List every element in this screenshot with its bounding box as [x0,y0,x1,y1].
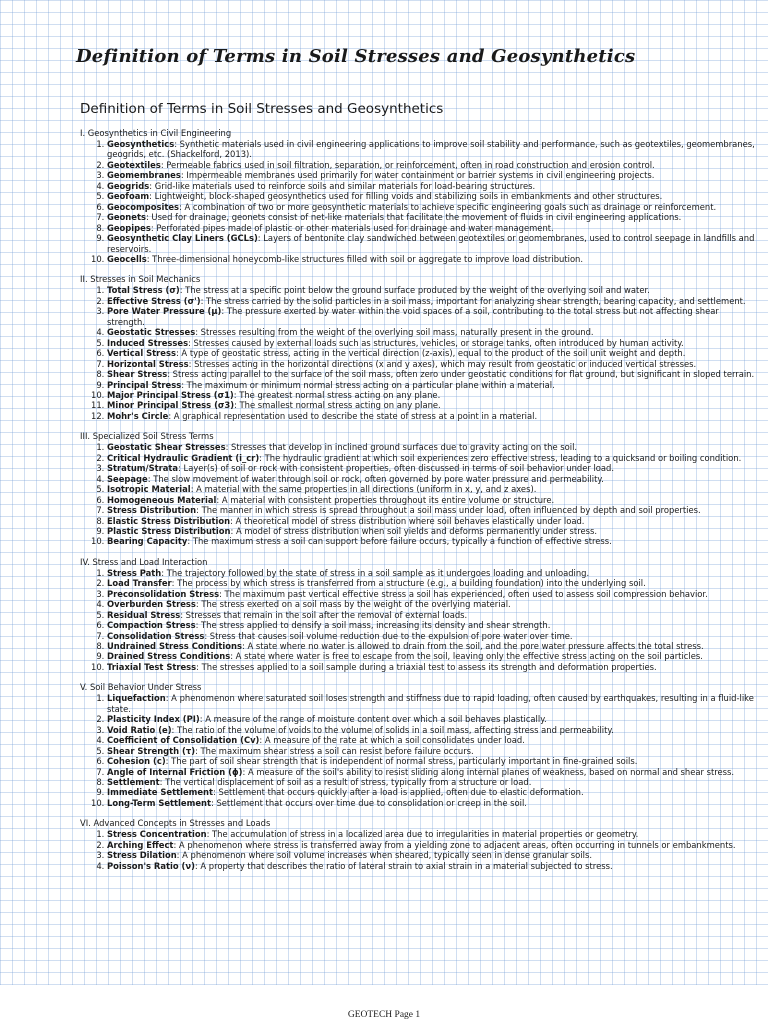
term-item [107,233,758,254]
term-item [107,861,758,871]
term-definition: : Settlement that occurs quickly after a load is applied, often due to elastic deformation. [213,787,584,798]
term-definition: : Permeable fabrics used in soil filtration, separation, or reinforcement, often in road construction and erosion control. [160,159,655,170]
term-definition: : The greatest normal stress acting on any plane. [233,389,441,400]
term-name: Geosynthetics [107,139,175,149]
term-name: Angle of Internal Friction (ϕ) [107,766,243,777]
term-definition: : Stress that causes soil volume reduction due to the expulsion of pore water over time. [204,630,573,641]
term-definition: : The stress applied to densify a soil mass, increasing its density and shear strength. [195,620,551,631]
term-list [80,139,758,264]
term-item [107,631,758,641]
term-item [107,191,758,201]
term-name: Geofoam [107,191,150,202]
term-definition: : Layers of bentonite clay sandwiched between geotextiles or geomembranes, used to control seepage in landfills and reservoirs. [107,233,755,254]
term-definition: : A model of stress distribution when soil yields and deforms permanently under stress. [230,525,598,536]
term-item [107,589,758,599]
section [80,557,758,673]
term-definition: : A measure of the soil's ability to resist sliding along internal planes of weakness, based on normal and shear stress. [242,766,735,777]
term-name: Arching Effect [107,839,174,850]
term-name: Stress Path [107,567,162,578]
term-definition: : The part of soil shear strength that is independent of normal stress, particularly important in fine-grained soils. [165,756,638,767]
term-item [107,714,758,724]
term-item [107,442,758,452]
term-definition: : The maximum stress a soil can support before failure occurs, typically a function of effective stress. [187,536,612,547]
term-name: Bearing Capacity [107,536,188,547]
term-item [107,400,758,410]
term-definition: : Stresses that develop in inclined ground surfaces due to gravity acting on the soil. [225,442,578,453]
term-item [107,348,758,358]
term-name: Stress Dilation [107,850,177,861]
term-name: Geocomposites [107,201,180,212]
term-item [107,526,758,536]
term-definition: : The stress exerted on a soil mass by the weight of the overlying material. [195,599,511,610]
section [80,818,758,871]
term-name: Plastic Stress Distribution [107,525,231,536]
term-item [107,787,758,797]
term-name: Geosynthetic Clay Liners (GCLs) [107,233,258,244]
term-item [107,212,758,222]
term-name: Geocells [107,253,147,264]
term-item [107,620,758,630]
term-name: Geotextiles [107,159,161,170]
term-name: Elastic Stress Distribution [107,515,231,526]
term-name: Seepage [107,473,148,484]
document-body [80,128,758,871]
term-name: Drained Stress Conditions [107,651,231,662]
term-item [107,756,758,766]
term-definition: : A graphical representation used to describe the state of stress at a point in a material. [168,410,538,421]
term-definition: : The hydraulic gradient at which soil experiences zero effective stress, leading to a quicksand or boiling condition. [259,452,742,463]
term-item [107,746,758,756]
term-list [80,442,758,547]
document-title: Definition of Terms in Soil Stresses and Geosynthetics [76,46,636,67]
term-name: Plasticity Index (PI) [107,714,200,725]
term-definition: : The accumulation of stress in a localized area due to irregularities in material properties or geometry. [206,829,639,840]
term-definition: : Three-dimensional honeycomb-like structures filled with soil or aggregate to improve load distribution. [146,253,584,264]
term-name: Pore Water Pressure (μ) [107,306,222,317]
term-item [107,170,758,180]
section [80,274,758,421]
term-item [107,285,758,295]
term-name: Cohesion (c) [107,756,166,767]
term-name: Geopipes [107,222,151,233]
term-definition: : The trajectory followed by the state of stress in a soil sample as it undergoes loading and unloading. [161,567,590,578]
term-name: Homogeneous Material [107,494,217,505]
page-footer: GEOTECH Page 1 [347,1010,421,1020]
term-definition: : Stress acting parallel to the surface of the soil mass, often zero under geostatic conditions for flat ground, but significant in sloped terrain. [167,369,755,380]
term-item [107,369,758,379]
term-definition: : Layer(s) of soil or rock with consistent properties, often discussed in terms of soil behavior under load. [178,463,615,474]
term-item [107,610,758,620]
term-definition: : The stress carried by the solid particles in a soil mass, important for analyzing shear strength, bearing capacity, and settlement. [200,295,746,306]
term-name: Mohr's Circle [107,410,169,421]
term-item [107,725,758,735]
term-item [107,474,758,484]
term-name: Vertical Stress [107,348,176,359]
term-name: Geogrids [107,180,150,191]
term-definition: : The manner in which stress is spread throughout a soil mass under load, often influenced by depth and soil properties. [196,505,701,516]
term-definition: : The smallest normal stress acting on any plane. [234,400,441,411]
term-item [107,840,758,850]
term-item [107,359,758,369]
term-definition: : Synthetic materials used in civil engineering applications to improve soil stability and performance, such as geotextiles, geomembranes, geogrids, etc. (Shackelford, 2013). [107,139,755,160]
term-definition: : Settlement that occurs over time due to consolidation or creep in the soil. [210,797,527,808]
term-definition: : The ratio of the volume of voids to the volume of solids in a soil mass, affecting stress and permeability. [171,724,614,735]
term-definition: : Lightweight, block-shaped geosynthetics used for filling voids and stabilizing soils in embankments and other structures. [149,191,663,202]
term-list [80,568,758,673]
term-definition: : A property that describes the ratio of lateral strain to axial strain in a material subjected to stress. [194,860,613,871]
section-heading: VI. Advanced Concepts in Stresses and Loads [80,818,271,829]
term-definition: : A measure of the rate at which a soil consolidates under load. [259,735,525,746]
term-item [107,254,758,264]
term-definition: : The pressure exerted by water within the void spaces of a soil, contributing to the total stress but not affecting shear strength. [107,306,719,327]
section-heading: V. Soil Behavior Under Stress [80,682,202,693]
term-name: Load Transfer [107,578,172,589]
term-definition: : A combination of two or more geosynthetic materials to achieve specific engineering goals such as drainage or reinforcement. [179,201,717,212]
term-item [107,599,758,609]
term-name: Horizontal Stress [107,358,189,369]
term-name: Geostatic Stresses [107,327,196,338]
term-definition: : The maximum shear stress a soil can resist before failure occurs. [195,745,474,756]
term-name: Major Principal Stress (σ1) [107,389,234,400]
term-name: Liquefaction [107,693,166,704]
term-item [107,181,758,191]
term-definition: : A state where water is free to escape from the soil, leaving only the effective stress acting on the soil particles. [230,651,703,662]
term-name: Long-Term Settlement [107,797,211,808]
term-item [107,735,758,745]
term-definition: : Stresses resulting from the weight of the overlying soil mass, naturally present in the ground. [195,327,594,338]
document-subtitle: Definition of Terms in Soil Stresses and Geosynthetics [80,101,444,117]
term-name: Geostatic Shear Stresses [107,442,226,453]
term-item [107,777,758,787]
section [80,682,758,808]
term-item [107,160,758,170]
term-definition: : A measure of the range of moisture content over which a soil behaves plastically. [199,714,547,725]
term-name: Poisson's Ratio (ν) [107,860,195,871]
term-item [107,495,758,505]
section [80,128,758,264]
term-item [107,296,758,306]
term-item [107,798,758,808]
term-item [107,829,758,839]
term-name: Geomembranes [107,170,181,181]
section-heading: IV. Stress and Load Interaction [80,556,208,567]
term-item [107,202,758,212]
term-item [107,693,758,714]
term-item [107,578,758,588]
term-item [107,453,758,463]
term-name: Coefficient of Consolidation (Cv) [107,735,260,746]
term-name: Settlement [107,777,160,788]
term-item [107,380,758,390]
term-definition: : Used for drainage, geonets consist of net-like materials that facilitate the movement of fluids in civil engineering applications. [145,212,682,223]
term-name: Isotropic Material [107,484,191,495]
section [80,431,758,547]
term-definition: : A phenomenon where saturated soil loses strength and stiffness due to rapid loading, often caused by earthquakes, resulting in a fluid-like state. [107,693,754,714]
term-definition: : Impermeable membranes used primarily for water containment or barrier systems in civil engineering projects. [180,170,655,181]
term-item [107,662,758,672]
term-name: Effective Stress (σ') [107,295,201,306]
term-item [107,327,758,337]
term-item [107,651,758,661]
term-definition: : A phenomenon where soil volume increases when sheared, typically seen in dense granular soils. [176,850,592,861]
term-definition: : Stresses that remain in the soil after the removal of external loads. [180,609,468,620]
term-definition: : The stress at a specific point below the ground surface produced by the weight of the overlying soil and water. [179,285,650,296]
section-heading: I. Geosynthetics in Civil Engineering [80,128,232,138]
term-name: Total Stress (σ) [107,285,180,296]
term-name: Stress Distribution [107,505,197,516]
term-definition: : Stresses caused by external loads such as structures, vehicles, or storage tanks, often introduced by human activity. [188,337,684,348]
term-item [107,536,758,546]
section-heading: II. Stresses in Soil Mechanics [80,274,201,285]
term-definition: : Perforated pipes made of plastic or other materials used for drainage and water management. [150,222,554,233]
term-item [107,338,758,348]
term-item [107,306,758,327]
term-definition: : Stresses acting in the horizontal directions (x and y axes), which may result from geostatic or induced vertical stresses. [188,358,697,369]
term-name: Compaction Stress [107,620,196,631]
term-item [107,139,758,160]
term-item [107,463,758,473]
term-definition: : The maximum past vertical effective stress a soil has experienced, often used to assess soil compression behavior. [219,588,708,599]
term-item [107,484,758,494]
term-name: Preconsolidation Stress [107,588,220,599]
term-definition: : A phenomenon where stress is transferred away from a yielding zone to adjacent areas, often occurring in tunnels or embankments. [173,839,736,850]
term-definition: : A material with consistent properties throughout its entire volume or structure. [216,494,555,505]
term-item [107,505,758,515]
term-name: Undrained Stress Conditions [107,641,242,652]
term-definition: : A state where no water is allowed to drain from the soil, and the pore water pressure affects the total stress. [242,641,704,652]
term-list [80,693,758,808]
term-name: Shear Stress [107,369,168,380]
term-name: Residual Stress [107,609,181,620]
term-name: Void Ratio (e) [107,724,172,735]
term-definition: : A theoretical model of stress distribution where soil behaves elastically under load. [230,515,585,526]
term-definition: : A material with the same properties in all directions (uniform in x, y, and z axes). [190,484,537,495]
term-item [107,223,758,233]
term-item [107,641,758,651]
term-item [107,516,758,526]
term-definition: : The vertical displacement of soil as a result of stress, typically from a structure or load. [159,777,532,788]
term-name: Shear Strength (τ) [107,745,196,756]
term-definition: : The stresses applied to a soil sample during a triaxial test to assess its strength and deformation properties. [196,661,657,672]
term-name: Triaxial Test Stress [107,661,197,672]
term-definition: : The slow movement of water through soil or rock, often governed by pore water pressure and permeability. [147,473,604,484]
term-name: Minor Principal Stress (σ3) [107,400,235,411]
term-list [80,829,758,871]
term-item [107,850,758,860]
term-definition: : The maximum or minimum normal stress acting on a particular plane within a material. [181,379,555,390]
term-name: Immediate Settlement [107,787,214,798]
term-item [107,767,758,777]
term-definition: : A type of geostatic stress, acting in the vertical direction (z-axis), equal to the product of the soil unit weight and depth. [175,348,686,359]
term-name: Consolidation Stress [107,630,205,641]
term-item [107,411,758,421]
term-name: Stratum/Strata [107,463,179,474]
section-heading: III. Specialized Soil Stress Terms [80,431,214,442]
term-name: Geonets [107,212,146,223]
term-item [107,568,758,578]
term-item [107,390,758,400]
term-name: Overburden Stress [107,599,196,610]
term-list [80,285,758,421]
term-name: Critical Hydraulic Gradient (i_cr) [107,452,260,463]
term-name: Stress Concentration [107,829,207,840]
term-name: Induced Stresses [107,337,189,348]
term-definition: : The process by which stress is transferred from a structure (e.g., a building foundation) into the underlying soil. [171,578,646,589]
term-name: Principal Stress [107,379,182,390]
term-definition: : Grid-like materials used to reinforce soils and similar materials for load-bearing structures. [149,180,536,191]
